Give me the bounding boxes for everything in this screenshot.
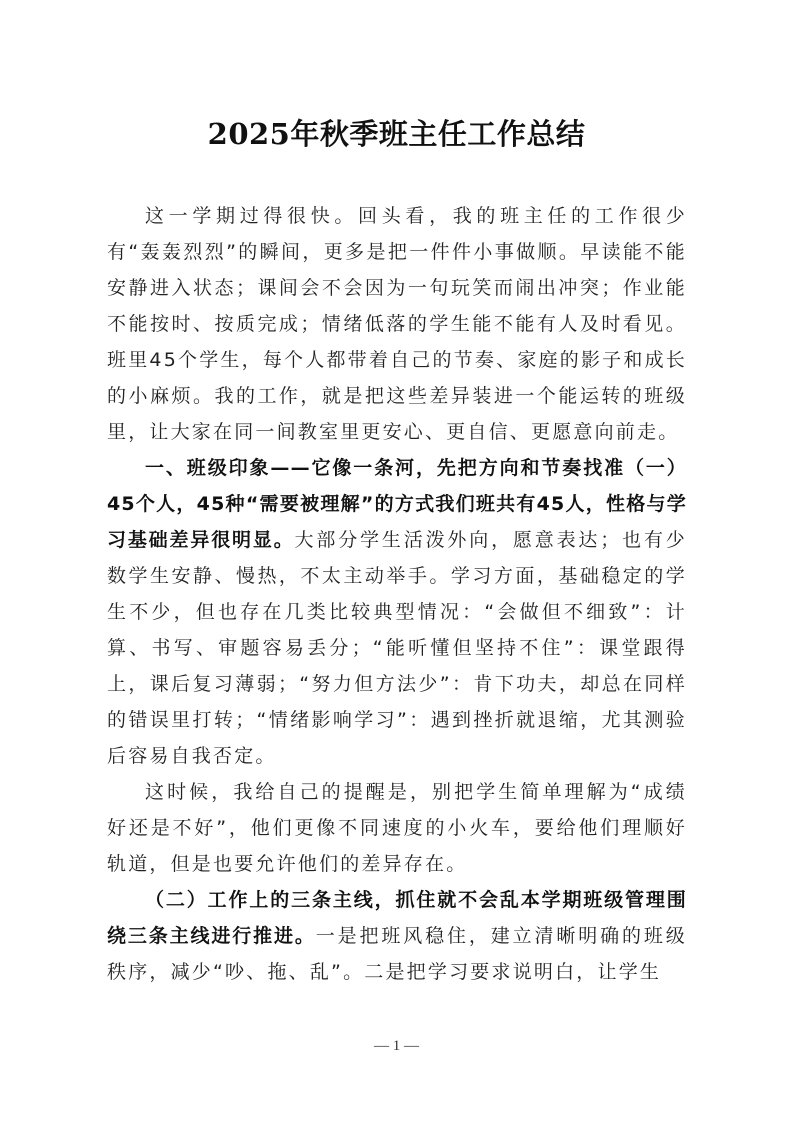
reflection-paragraph: [107, 774, 687, 882]
section-heading: 一、班级印象——它像一条河，先把方向和节奏找准（一）45个人，45种“需要被理解”的方式我们班共有45人，性格与学习基础差异很明显。: [107, 457, 687, 551]
paragraph-text: 一是把班风稳住，建立清晰明确的班级秩序，减少“吵、拖、乱”。二是把学习要求说明白，让学生: [107, 925, 687, 983]
section-one-paragraph: [107, 450, 687, 774]
paragraph-text: 这一学期过得很快。回头看，我的班主任的工作很少有“轰轰烈烈”的瞬间，更多是把一件件小事做顺。早读能不能安静进入状态；课间会不会因为一句玩笑而闹出冲突；作业能不能按时、按质完成；情绪低落的学生能不能有人及时看见。班里45个学生，每个人都带着自己的节奏、家庭的影子和成长的小麻烦。我的工作，就是把这些差异装进一个能运转的班级里，让大家在同一间教室里更安心、更自信、更愿意向前走。: [107, 205, 687, 443]
section-heading: （二）工作上的三条主线，抓住就不会乱本学期班级管理围绕三条主线进行推进。: [107, 889, 687, 947]
paragraph-text: 大部分学生活泼外向，愿意表达；也有少数学生安静、慢热，不太主动举手。学习方面，基础稳定的学生不少，但也存在几类比较典型情况：“会做但不细致”：计算、书写、审题容易丢分；“能听懂但坚持不住”：课堂跟得上，课后复习薄弱；“努力但方法少”：肯下功夫，却总在同样的错误里打转；“情绪影响学习”：遇到挫折就退缩，尤其测验后容易自我否定。: [107, 529, 687, 767]
intro-paragraph: [107, 198, 687, 450]
section-two-paragraph: [107, 882, 687, 990]
paragraph-text: 这时候，我给自己的提醒是，别把学生简单理解为“成绩好还是不好”，他们更像不同速度的小火车，要给他们理顺好轨道，但是也要允许他们的差异存在。: [107, 781, 687, 875]
document-title: 2025年秋季班主任工作总结: [207, 117, 586, 151]
document-body: [107, 198, 687, 990]
page-number: — 1 —: [374, 1038, 419, 1054]
